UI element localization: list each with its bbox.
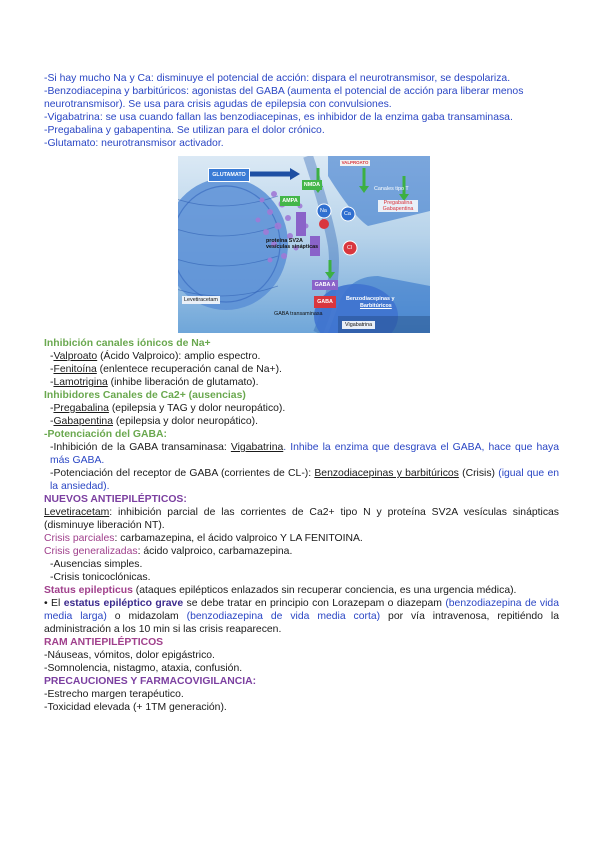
document-page [44, 72, 559, 714]
bullet-prefix: • El [44, 598, 64, 609]
valproato-term: Valproato [53, 351, 98, 362]
s6-item-2: -Toxicidad elevada (+ 1TM generación). [44, 702, 227, 713]
sv2a-label: proteína SV2A vesículas sinápticas [266, 238, 319, 250]
s4-title: NUEVOS ANTIEPILÉPTICOS: [44, 494, 187, 505]
crisis-parciales-title: Crisis parciales [44, 533, 115, 544]
lamotrigina-term: Lamotrigina [53, 377, 108, 388]
crisis-generalizadas-title: Crisis generalizadas [44, 546, 138, 557]
na-label: Na [320, 208, 327, 214]
gaba-a-box: GABA A [312, 280, 338, 290]
s2-title: Inhibidores Canales de Ca2+ (ausencias) [44, 390, 246, 401]
crisis-parciales-rest: : carbamazepina, el ácido valproico Y LA FENITOINA. [114, 533, 363, 544]
intro-line-2: -Benzodiacepina y barbitúricos: agonistas del GABA (aumenta el potencial de acción para liberar menos [44, 86, 524, 97]
s1-title: Inhibición canales iónicos de Na+ [44, 338, 211, 349]
s3-para-2 [44, 467, 559, 493]
s2-item-2: -Gabapentina (epilepsia y dolor neuropático). [50, 416, 258, 427]
s3-p2-blue: (igual que en la ansiedad). [50, 468, 559, 492]
status-line [44, 584, 559, 597]
gabapentina-term: Gabapentina [53, 416, 113, 427]
intro-line-1: -Si hay mucho Na y Ca: disminuye el potencial de acción: dispara el neurotransmisor, se despolariza. [44, 73, 511, 84]
s1-item-1: -Valproato (Ácido Valproico): amplio espectro. [50, 351, 261, 362]
s1-item-2-rest: (enlentece recuperación canal de Na+). [96, 364, 282, 375]
fenitoina-term: Fenitoína [53, 364, 97, 375]
s2-item-1: -Pregabalina (epilepsia y TAG y dolor neuropático). [50, 403, 286, 414]
gabapentina-label: Gabapentina [382, 206, 414, 212]
crisis-parciales-line [44, 532, 559, 545]
estatus-a: se debe tratar en principio con Lorazepam o diazepam [183, 598, 446, 609]
s3-p1-a: -Inhibición de la GABA transaminasa: [50, 442, 231, 453]
status-title: Status epilepticus [44, 585, 133, 596]
s1-item-2: -Fenitoína (enlentece recuperación canal de Na+). [50, 364, 282, 375]
barbituricos-label: Barbitúricos [360, 303, 392, 309]
estatus-bullet [44, 597, 559, 636]
s3-p2-a: -Potenciación del receptor de GABA (corrientes de CL-): [50, 468, 315, 479]
estatus-blue-1: (benzodiazepina de vida media larga) [44, 598, 559, 622]
gaba-transaminasa-label: GABA transaminasa [274, 311, 323, 317]
crisis-generalizadas-line [44, 545, 559, 558]
estatus-blue-2: (benzodiazepina de vida media corta) [186, 611, 381, 622]
crisis-generalizadas-rest: : ácido valproico, carbamazepina. [137, 546, 293, 557]
estatus-b: o midazolam [106, 611, 187, 622]
synapse-figure [178, 156, 430, 333]
pregabalina-gabapentina-box [378, 200, 418, 212]
intro-line-3: neurotransmisor). Se usa para crisis agudas de epilepsia con convulsiones. [44, 99, 392, 110]
glutamato-box: GLUTAMATO [208, 168, 250, 182]
s2-item-1-rest: (epilepsia y TAG y dolor neuropático). [108, 403, 286, 414]
estatus-bold: estatus epiléptico grave [63, 598, 184, 609]
ca-label: Ca [344, 211, 351, 217]
s1-item-1-rest: (Ácido Valproico): amplio espectro. [97, 351, 261, 362]
levetiracetam-label: Levetiracetam [184, 297, 218, 303]
pregabalina-label: Pregabalina [383, 200, 413, 206]
s3-p1-blue: . Inhibe la enzima que desgrava el GABA, hace que haya más GABA. [50, 442, 559, 466]
status-rest: (ataques epilépticos enlazados sin recuperar conciencia, es una urgencia médica). [132, 585, 517, 596]
benzo-barb-term: Benzodiacepinas y barbitúricos [314, 468, 459, 479]
intro-line-5: -Pregabalina y gabapentina. Se utilizan para el dolor crónico. [44, 125, 325, 136]
valproato-box: VALPROATO [341, 160, 369, 165]
levetiracetam-rest: : inhibición parcial de las corrientes de Ca2+ tipo N y proteína SV2A vesículas sinápticas (disminuye liberación NT). [44, 507, 559, 531]
vigabatrina-term: Vigabatrina [230, 442, 284, 453]
levetiracetam-para [44, 506, 559, 532]
estatus-c: por vía intravenosa, repitiéndo la administración a los 10 min si las crisis reaparecen. [44, 611, 559, 635]
s3-p2-b: (Crisis) [458, 468, 499, 479]
nmda-box: NMDA [303, 182, 321, 188]
canales-t-label: Canales tipo T [374, 186, 409, 192]
levetiracetam-term: Levetiracetam [44, 507, 110, 518]
s3-para-1 [44, 441, 559, 467]
s5-title: RAM ANTIEPILÉPTICOS [44, 637, 164, 648]
cg-item-1: -Ausencias simples. [50, 559, 143, 570]
intro-line-6: -Glutamato: neurotransmisor activador. [44, 138, 224, 149]
s1-item-3-rest: (inhibe liberación de glutamato). [107, 377, 259, 388]
s3-title: -Potenciación del GABA: [44, 429, 167, 440]
s5-item-1: -Náuseas, vómitos, dolor epigástrico. [44, 650, 215, 661]
s1-item-3: -Lamotrigina (inhibe liberación de glutamato). [50, 377, 259, 388]
intro-line-4: -Vigabatrina: se usa cuando fallan las benzodiacepinas, es inhibidor de la enzima gaba transaminasa. [44, 112, 513, 123]
pregabalina-term: Pregabalina [53, 403, 109, 414]
s6-title: PRECAUCIONES Y FARMACOVIGILANCIA: [44, 676, 257, 687]
cg-item-2: -Crisis tonicoclónicas. [50, 572, 151, 583]
gaba-box: GABA [314, 296, 336, 308]
s2-item-2-rest: (epilepsia y dolor neuropático). [112, 416, 258, 427]
vigabatrina-label: Vigabatrina [342, 321, 375, 329]
cl-label: Cl [347, 245, 353, 251]
benzo-label: Benzodiacepinas y [346, 296, 395, 302]
s6-item-1: -Estrecho margen terapéutico. [44, 689, 184, 700]
s5-item-2: -Somnolencia, nistagmo, ataxia, confusión. [44, 663, 243, 674]
ampa-box: AMPA [280, 196, 300, 206]
